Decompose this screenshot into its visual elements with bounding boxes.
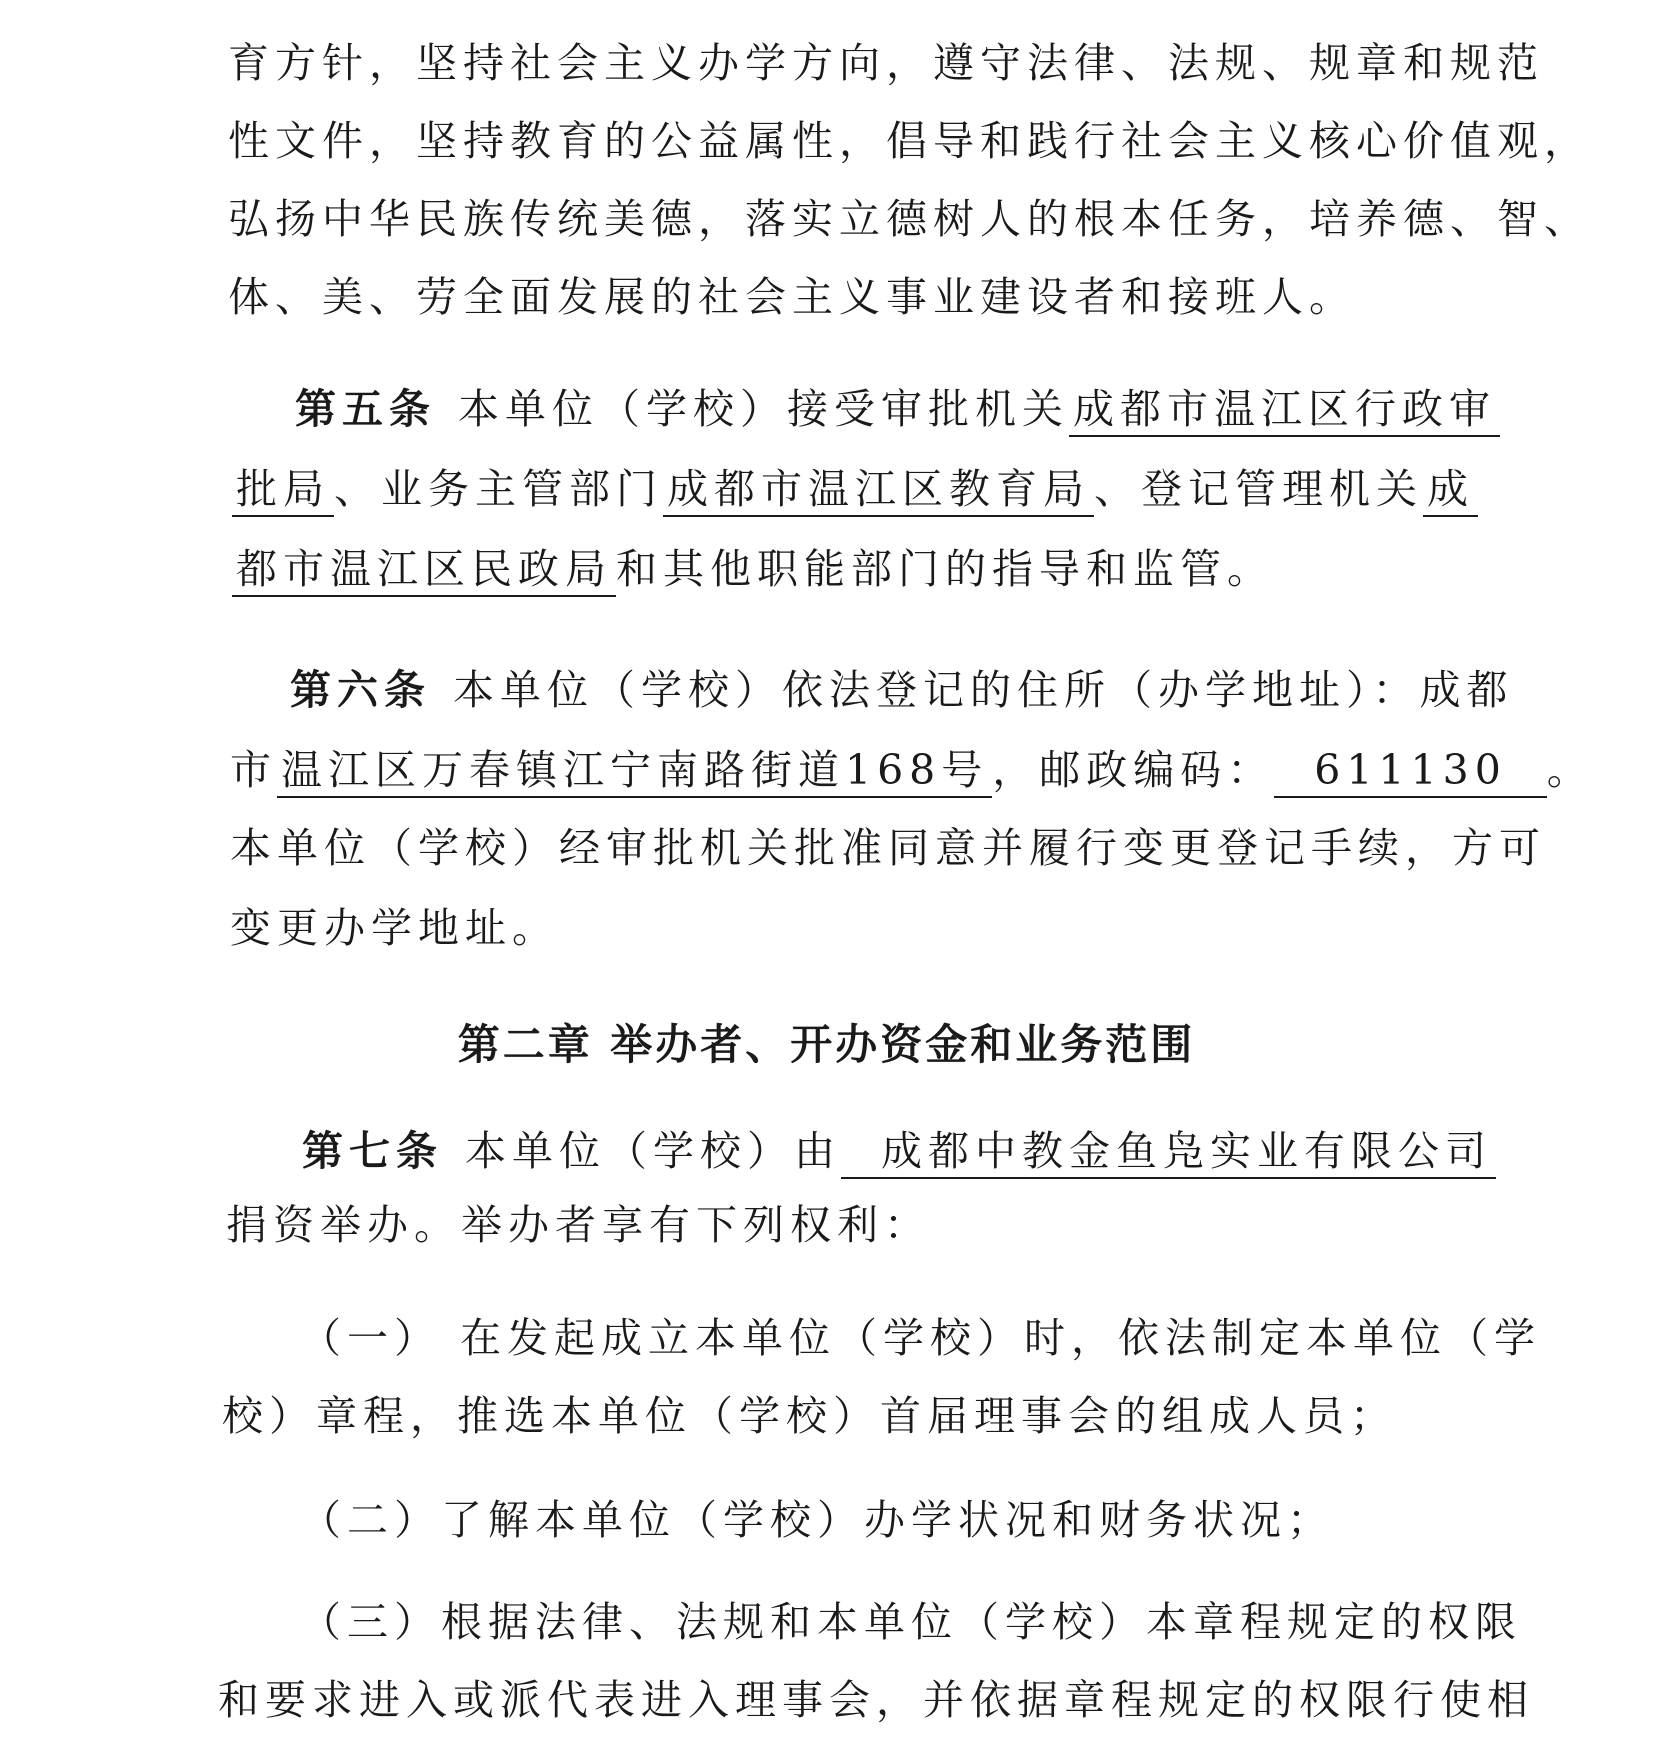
chapter-2-heading: 第二章 举办者、开办资金和业务范围 [457,1020,1196,1069]
article-6-line-3: 本单位（学校）经审批机关批准同意并履行变更登记手续，方可 [230,824,1546,872]
article-5-text: 、登记管理机关 [1094,465,1423,513]
article-7-label: 第七条 [302,1127,443,1175]
list-item: （一） 在发起成立本单位（学校）时，依法制定本单位（学 [300,1314,1542,1362]
postcode-field: 611130 [1274,744,1547,798]
list-item: （二）了解本单位（学校）办学状况和财务状况； [300,1496,1334,1544]
article-7-text: 本单位（学校）由 [465,1127,841,1175]
list-item: 和要求进入或派代表进入理事会，并依据章程规定的权限行使相 [218,1676,1534,1724]
article-6-text: 本单位（学校）依法登记的住所（办学地址）：成都 [453,666,1514,714]
article-5-line-1 [295,379,1496,439]
article-6-text: 。 [1546,746,1594,794]
paragraph-line: 弘扬中华民族传统美德，落实立德树人的根本任务，培养德、智、 [228,195,1591,243]
article-6-line-4: 变更办学地址。 [230,904,559,952]
address-field: 温江区万春镇江宁南路街道168号 [277,744,992,798]
article-6-label: 第六条 [290,666,431,714]
article-5-text: 和其他职能部门的指导和监管。 [616,545,1274,593]
registration-authority-field: 都市温江区民政局 [232,543,616,597]
list-item: 校）章程，推选本单位（学校）首届理事会的组成人员； [222,1392,1397,1440]
article-7-line-2: 捐资举办。举办者享有下列权利： [226,1201,931,1249]
article-5-text: 、业务主管部门 [334,465,663,513]
article-6-line-2 [230,740,1594,800]
sponsor-field: 成都中教金鱼凫实业有限公司 [841,1125,1496,1179]
article-6-line-1 [290,660,1514,720]
approval-authority-field: 批局 [232,463,334,517]
registration-authority-field: 成 [1423,463,1478,517]
article-7-line-1 [302,1121,1492,1181]
list-item: （三）根据法律、法规和本单位（学校）本章程规定的权限 [300,1598,1522,1646]
approval-authority-field: 成都市温江区行政审 [1069,383,1500,437]
article-6-text: ，邮政编码： [992,746,1275,794]
paragraph-line: 育方针，坚持社会主义办学方向，遵守法律、法规、规章和规范 [228,39,1544,87]
supervising-department-field: 成都市温江区教育局 [663,463,1094,517]
paragraph-line: 体、美、劳全面发展的社会主义事业建设者和接班人。 [228,273,1356,321]
paragraph-line: 性文件，坚持教育的公益属性，倡导和践行社会主义核心价值观， [228,117,1591,165]
article-5-line-2 [232,459,1472,519]
article-5-label: 第五条 [295,385,436,433]
article-5-text: 本单位（学校）接受审批机关 [458,385,1069,433]
article-5-line-3 [232,539,1472,599]
article-6-text: 市 [230,746,277,794]
